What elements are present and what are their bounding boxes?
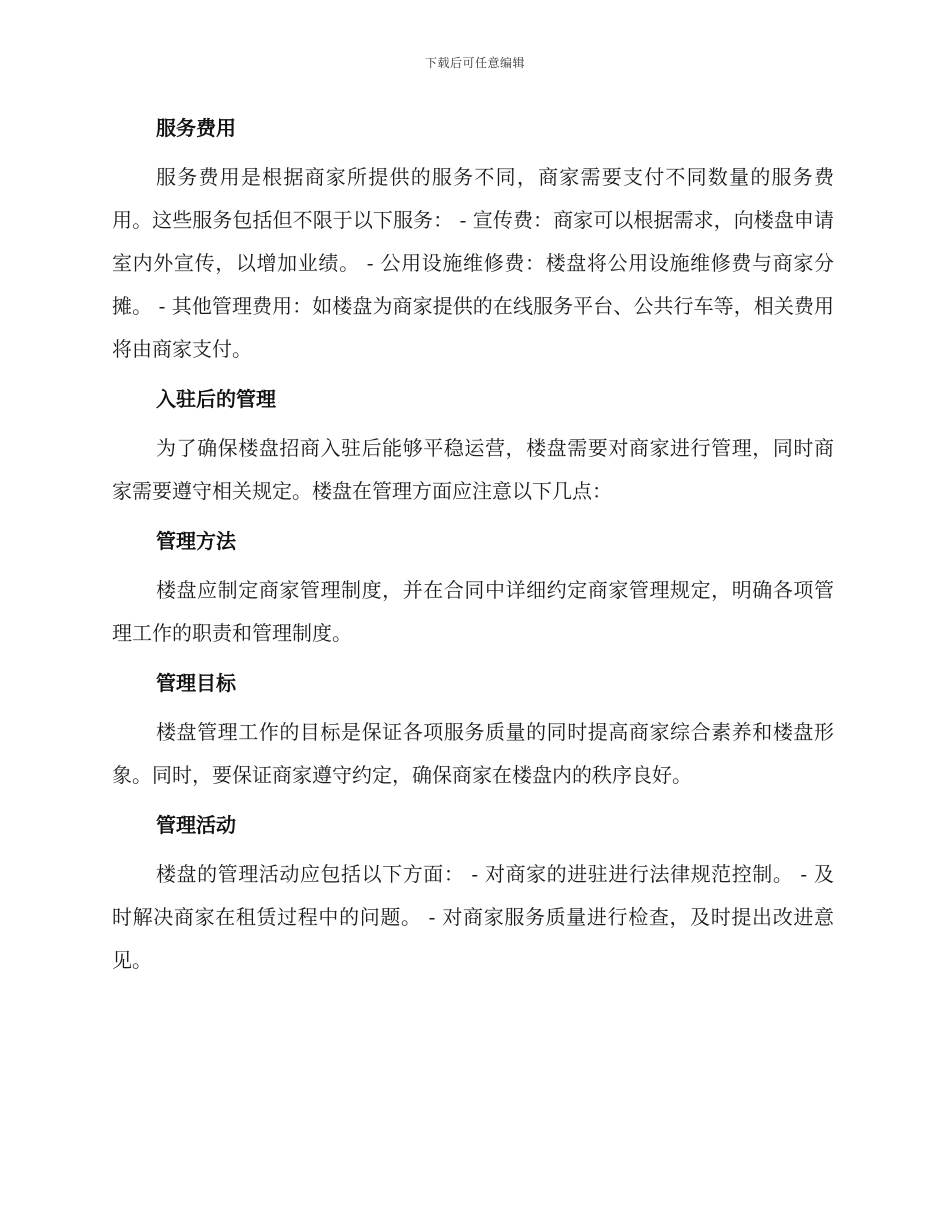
section-body-management-goals: 楼盘管理工作的目标是保证各项服务质量的同时提高商家综合素养和楼盘形象。同时，要保证商家遵守约定，确保商家在楼盘内的秩序良好。 [112,720,834,787]
section-body-management-methods: 楼盘应制定商家管理制度，并在合同中详细约定商家管理规定，明确各项管理工作的职责和管理制度。 [112,578,834,645]
document-body [112,108,834,990]
section-heading-management-goals: 管理目标 [156,671,236,695]
section-body-post-entry-management: 为了确保楼盘招商入驻后能够平稳运营，楼盘需要对商家进行管理，同时商家需要遵守相关规定。楼盘在管理方面应注意以下几点： [112,436,834,503]
section-heading-management-methods: 管理方法 [156,529,236,553]
header-note: 下载后可任意编辑 [424,56,525,70]
section-body-management-activities: 楼盘的管理活动应包括以下方面： - 对商家的进驻进行法律规范控制。 - 及时解决商家在租赁过程中的问题。 - 对商家服务质量进行检查，及时提出改进意见。 [112,862,834,972]
section-heading-service-fees: 服务费用 [156,116,236,140]
section-heading-management-activities: 管理活动 [156,813,236,837]
section-heading-post-entry-management: 入驻后的管理 [156,387,276,411]
section-body-service-fees: 服务费用是根据商家所提供的服务不同，商家需要支付不同数量的服务费用。这些服务包括但不限于以下服务： - 宣传费：商家可以根据需求，向楼盘申请室内外宣传，以增加业绩。 - 公用设施维修费：楼盘将公用设施维修费与商家分摊。 - 其他管理费用：如楼盘为商家提供的在线服务平台、公共行车等，相关费用将由商家支付。 [112,165,834,361]
